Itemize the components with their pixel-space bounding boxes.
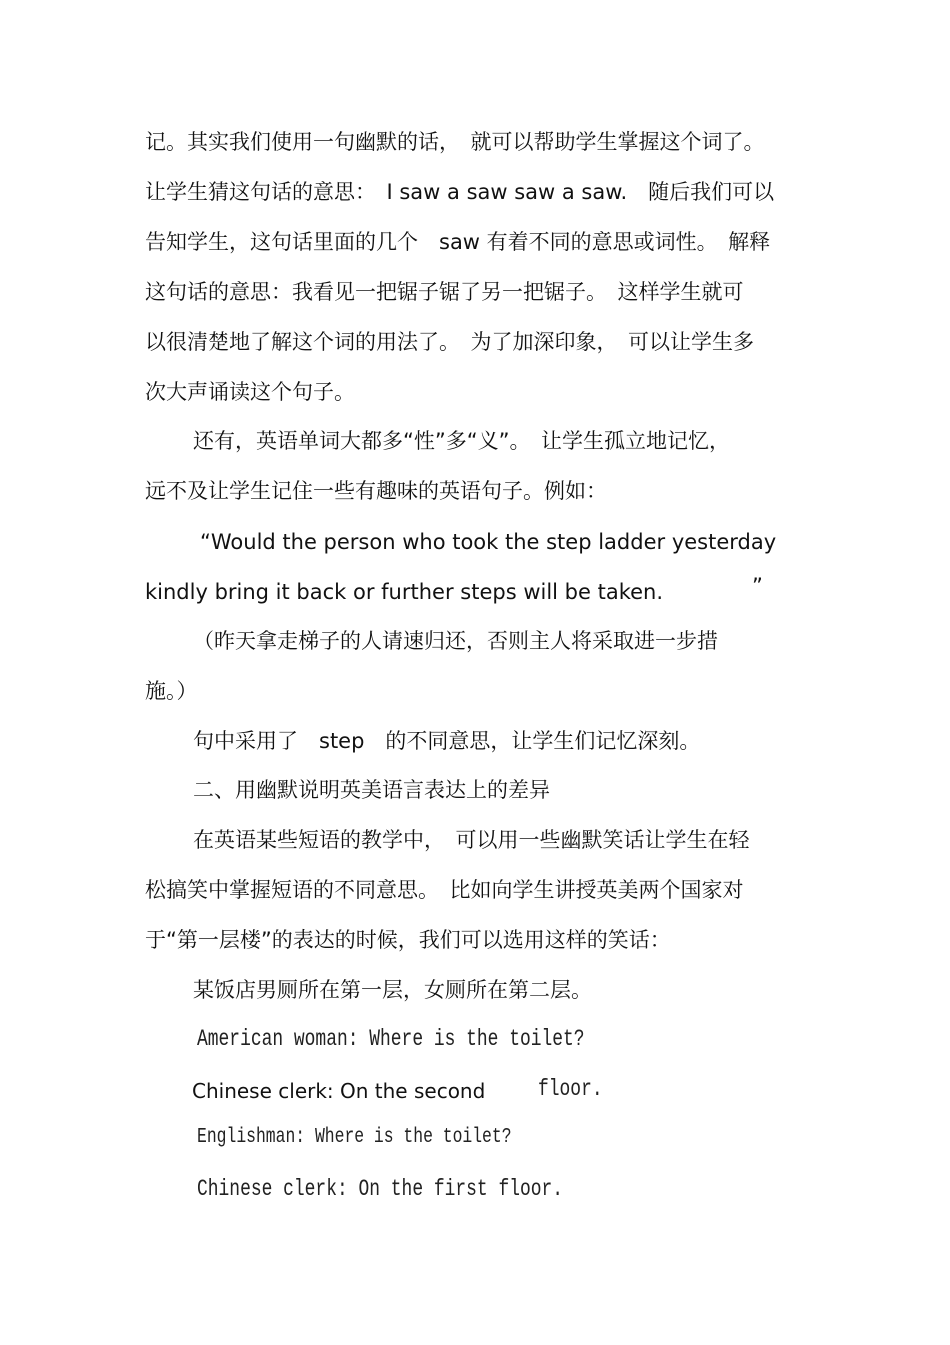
translation-line-2: 施。） — [145, 679, 198, 703]
dialogue-line-2-end: floor. — [538, 1076, 603, 1102]
paragraph-line: 于“第一层楼”的表达的时候，我们可以选用这样的笑话： — [145, 928, 671, 952]
paragraph-line: 这句话的意思：我看见一把锯子锯了另一把锯子。 这样学生就可 — [145, 280, 744, 304]
paragraph-line: 以很清楚地了解这个词的用法了。 为了加深印象， 可以让学生多 — [145, 330, 754, 354]
paragraph-line: 让学生猜这句话的意思： I saw a saw saw a saw. 随后我们可以 — [145, 180, 775, 204]
paragraph-line: 远不及让学生记住一些有趣味的英语句子。例如： — [145, 479, 607, 503]
paragraph-line: 在英语某些短语的教学中， 可以用一些幽默笑话让学生在轻 — [193, 828, 750, 852]
paragraph-line: 还有，英语单词大都多“性”多“义”。 让学生孤立地记忆， — [193, 429, 731, 453]
paragraph-line: 记。其实我们使用一句幽默的话， 就可以帮助学生掌握这个词了。 — [145, 130, 765, 154]
dialogue-line-1: American woman: Where is the toilet? — [197, 1026, 585, 1052]
paragraph-line: 次大声诵读这个句子。 — [145, 380, 355, 404]
quote-close-mark: ” — [752, 574, 763, 598]
translation-line-1: （昨天拿走梯子的人请速归还，否则主人将采取进一步措 — [193, 629, 718, 653]
paragraph-line: 告知学生，这句话里面的几个 saw 有着不同的意思或词性。 解释 — [145, 230, 771, 254]
quote-line-1: “Would the person who took the step ladder yesterday — [200, 530, 777, 554]
section-heading: 二、用幽默说明英美语言表达上的差异 — [193, 778, 550, 802]
quote-line-2: kindly bring it back or further steps will be taken. — [145, 580, 664, 604]
paragraph-line: 松搞笑中掌握短语的不同意思。 比如向学生讲授英美两个国家对 — [145, 878, 744, 902]
joke-intro: 某饭店男厕所在第一层，女厕所在第二层。 — [193, 978, 592, 1002]
dialogue-line-2-start: Chinese clerk: On the second — [192, 1079, 486, 1103]
dialogue-line-3: Englishman: Where is the toilet? — [197, 1126, 512, 1149]
note-line: 句中采用了 step 的不同意思，让学生们记忆深刻。 — [193, 729, 701, 753]
dialogue-line-4: Chinese clerk: On the first floor. — [197, 1176, 564, 1202]
